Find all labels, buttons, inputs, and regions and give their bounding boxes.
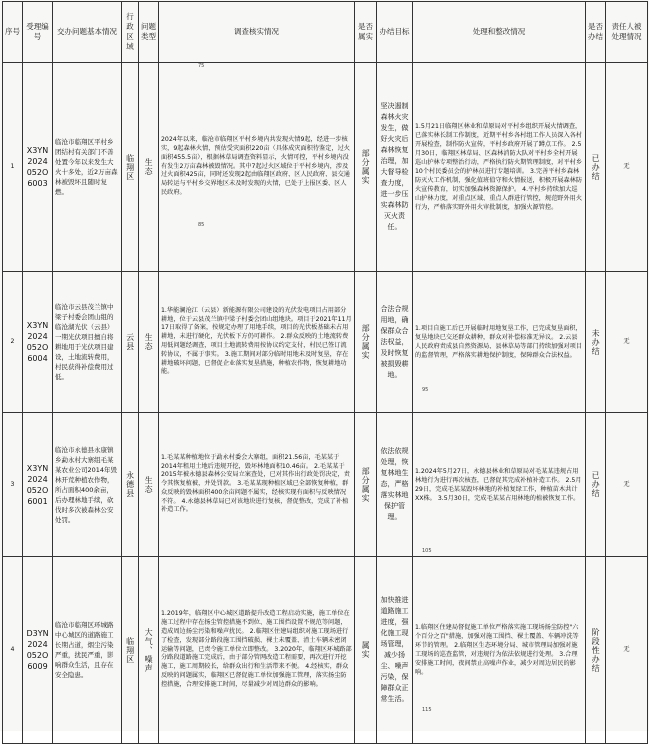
page-marker: 75: [198, 63, 205, 69]
cell-type: [139, 557, 159, 744]
completed-text: 已办结: [591, 471, 601, 498]
cell-investigation: 1.毛某某种植地位于勐永村委会大寨组，面积21.56亩，毛某某于2014年租用土地后违规开挖，毁坏林地面积10.46亩。 2.毛某某于2015年被永德县森林公安局立案查处，已对其作出行政处罚决定，责令其恢复植被，并处罚款。 3.毛某某现种植区域已全部恢复种植，群众反映的毁林面积400余亩问题不属实，经核实现有面积与反映情况不符。 4.永德县林草局已对该地块进行复核，督促整改，完成了补植补造工作。: [159, 413, 355, 557]
cell-region: [122, 557, 139, 744]
is-true-text: 部分属实: [361, 149, 371, 185]
cell-basic: 临沧市云县茂兰镇中梁子村委会团山组的临沧湖光伏（云县）一期光伏项目擅自将耕地用于光伏项目建设，土地流转费用，村民获得补偿费用过低。: [53, 272, 122, 413]
page-marker: 85: [198, 222, 205, 228]
cell-measures: 1.项目自施工后已开展临时用地复垦工作，已完成复垦面积，复垦地块已交还群众耕种，群众对补偿标准无异议。 2.云县人民政府责成县自然资源局、县林草局等部门持续加强对项目的监督管理，严格落实耕地保护制度，保障群众合法权益。: [413, 272, 586, 413]
cell-is-true: [355, 557, 377, 744]
header-is-true: 是否属实: [355, 2, 377, 63]
is-true-text: 部分属实: [361, 324, 371, 360]
cell-accountability: 无: [606, 413, 648, 557]
region-text: 永德县: [125, 471, 135, 498]
cell-target: 坚决遏制森林火灾发生，做好火灾后森林恢复治理，加大督导检查力度，进一步压实森林防灭火责任。: [377, 63, 413, 272]
cell-basic: 临沧市临翔区平村乡团结村有关部门不善处置今年以来发生大火十多处，近2万亩森林被毁坏且随时复燃。: [53, 63, 122, 272]
is-true-text: 属实: [361, 641, 371, 659]
header-basic: 交办问题基本情况: [53, 2, 122, 63]
cell-type: [139, 272, 159, 413]
cell-seq: 4: [3, 557, 23, 744]
completed-text: 已办结: [591, 153, 601, 181]
cell-target: 合法合规用地，确保群众合法权益，及时恢复被损毁耕地。: [377, 272, 413, 413]
cell-basic: 临沧市临翔区环城路中心城区的道路施工长期占道，烟尘污染严重，扰民严重，影响群众生活，且存在安全隐患。: [53, 557, 122, 744]
header-type: 问题类型: [139, 2, 159, 63]
type-text: 大气、噪声: [144, 627, 154, 673]
completed-text: 阶段性办结: [591, 627, 601, 673]
cell-code: X3YN2024052O6004: [23, 272, 53, 413]
cell-type: [139, 63, 159, 272]
type-text: 生态: [144, 158, 154, 176]
cell-accountability: 无: [606, 63, 648, 272]
cell-code: X3YN2024052O6001: [23, 413, 53, 557]
cell-is-true: [355, 272, 377, 413]
cell-region: [122, 272, 139, 413]
table-row: [3, 557, 648, 744]
cell-basic: 临沧市永德县永康镇乡勐永村大寨组毛某某农业公司2014年毁林开荒种植农作物，所占面积400余亩，后办理林地手续，砍伐时多次被森林公安处罚。: [53, 413, 122, 557]
cell-seq: 2: [3, 272, 23, 413]
cell-completed: [586, 557, 606, 744]
region-text: 临翔区: [125, 153, 135, 181]
cell-completed: [586, 272, 606, 413]
type-text: 生态: [144, 475, 154, 494]
cell-seq: 1: [3, 63, 23, 272]
cell-investigation: 2024年以来，临沧市临翔区平村乡境内共发现火情9起，经进一步核实，9起森林火情，预估受灾面积220亩（具体成灾面积待鉴定，过火面积455.5亩），根据林草局调查资料显示，火情可控，平村乡境内没有发生2万亩森林被毁情况。其中7起过火区域位于平村乡境内，涉及过火面积425亩，同时还发现2起由临翔区政府、区人民政府、县交通局转运与平村乡交界地区未及时发现的火情，已处于上报区委、区人民政府。: [159, 63, 355, 272]
table-row: [3, 272, 648, 413]
region-text: 云县: [125, 333, 135, 351]
cell-code: X3YN2024052O6003: [23, 63, 53, 272]
cell-seq: 3: [3, 413, 23, 557]
cell-accountability: 无: [606, 557, 648, 744]
cell-investigation: 1.2019年，临翔区中心城区道路提升改造工程启动实施，施工单位在施工过程中存在扬尘管控措施不到位、施工围挡设置不规范等问题，造成周边扬尘污染和噪声扰民。 2.临翔区住建局组织对施工现场进行了检查，发现部分路段施工围挡破损、裸土未覆盖、渣土车辆未密闭运输等问题，已责令施工单位立即整改。 3.2020年，临翔区环城路部分路段道路施工完成后，由于部分管网改造工程需要，再次进行开挖施工，施工周期较长，给群众出行和生活带来不便。 4.经核实，群众反映的问题属实，临翔区已督促施工单位加强施工管理，落实扬尘防控措施，合理安排施工时间，尽量减少对周边群众的影响。: [159, 557, 355, 744]
cell-is-true: [355, 63, 377, 272]
region-text: 临翔区: [125, 636, 135, 664]
cell-measures: 1.5月21日临翔区林业和草原局对平村乡组织开展火情调查，已落实林长制工作制度，近期平村乡各村组工作人员深入各村开展检查，制作防火宣传，平村乡政府开展了蹲点工作。 2.5月30日，临翔区林草局、区森林消防大队对平村乡全村开展巡山护林专项整治行动，严格执行防火期管理制度，对平村乡10个村民委员会的护林员进行专题培训。 3.完善平村乡森林防灭火工作机制，强化值班值守和火情报送，积极开展森林防火宣传教育，切实加强森林资源保护。 4.平村乡持续加大巡山护林力度，对重点区域、重点人群进行管控，规范野外用火行为，严格落实野外用火审批制度，加强火源管控。: [413, 63, 586, 272]
is-true-text: 部分属实: [361, 466, 371, 503]
cell-target: 加快推进道路施工进度，强化施工现场管理，减少扬尘、噪声污染，保障群众正常生活。: [377, 557, 413, 744]
page-marker: 115: [422, 707, 432, 713]
cell-completed: [586, 63, 606, 272]
header-code: 受理编号: [23, 2, 53, 63]
header-target: 办结目标: [377, 2, 413, 63]
cell-type: [139, 413, 159, 557]
header-region: 行政区域: [122, 2, 139, 63]
header-investigation: 调查核实情况: [159, 2, 355, 63]
type-text: 生态: [144, 333, 154, 351]
cell-region: [122, 63, 139, 272]
header-accountability: 责任人被处理情况: [606, 2, 648, 63]
cell-completed: [586, 413, 606, 557]
cell-region: [122, 413, 139, 557]
header-completed: 是否办结: [586, 2, 606, 63]
table-header-row: [3, 2, 648, 63]
cell-measures: 1.2024年5月27日，永德县林业和草原局对毛某某违规占用林地行为进行再次核查，已督促其完成补植补造工作。 2.5月29日，完成毛某某毁坏林地的补植复绿工作，种植苗木共计XX株。 3.5月30日，完成毛某某占用林地的植被恢复工作。: [413, 413, 586, 557]
cell-measures: 1.临翔区住建局督促施工单位严格落实施工现场扬尘防控"六个百分之百"措施，加强对施工围挡、裸土覆盖、车辆冲洗等环节的管理。 2.临翔区生态环境分局、城市管理局加强对施工现场的巡查监管，对违规行为依法依规进行处理。 3.合理安排施工时间，夜间禁止高噪声作业，减少对周边居民的影响。: [413, 557, 586, 744]
header-measures: 处理和整改情况: [413, 2, 586, 63]
completed-text: 未办结: [591, 328, 601, 356]
table-row: [3, 63, 648, 272]
cell-is-true: [355, 413, 377, 557]
page-marker: 95: [422, 387, 429, 393]
page-marker: 105: [422, 548, 432, 554]
cell-code: D3YN2024052O6009: [23, 557, 53, 744]
supervision-case-table: [2, 1, 648, 744]
cell-accountability: 无: [606, 272, 648, 413]
table-row: [3, 413, 648, 557]
cell-target: 依法依规处理，恢复林地生态，严格落实林地保护管理。: [377, 413, 413, 557]
header-seq: 序号: [3, 2, 23, 63]
cell-investigation: 1.华能澜沧江（云县）新能源有限公司建设的光伏发电项目占用部分耕地，位于云县茂兰镇中梁子村委会团山组地块。项目于2021年11月17日取得了备案，按规定办理了用地手续，项目的光伏板基础未占用耕地，未进行硬化，光伏板下方仍可耕作。 2.群众反映的土地流转费用低问题经调查，项目土地流转费用按协议约定支付，村民已签订流转协议，不属于事实。 3.施工期间对部分临时用地未及时复垦，存在耕地破坏问题，已督促企业落实复垦措施，种植农作物，恢复耕地功能。: [159, 272, 355, 413]
